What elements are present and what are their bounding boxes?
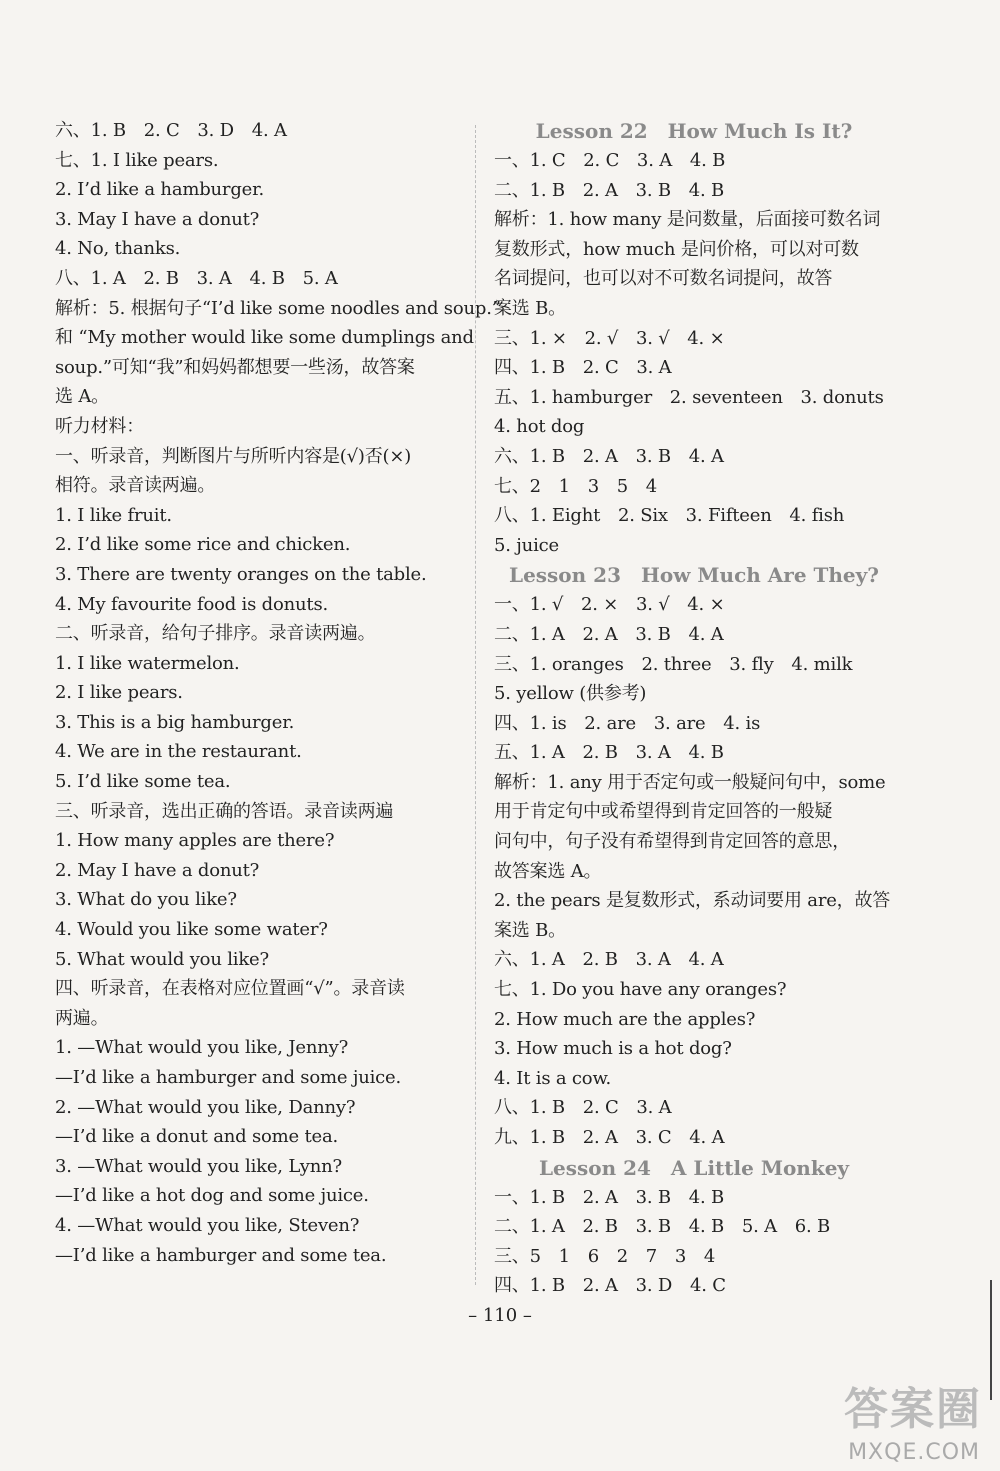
answer-line: 3. This is a big hamburger. xyxy=(55,711,295,733)
answer-line: 六、1. A 2. B 3. A 4. A xyxy=(494,949,724,971)
answer-line: 复数形式，how much 是问价格，可以对可数 xyxy=(494,238,859,260)
watermark-url: MXQE.COM xyxy=(848,1440,980,1465)
answer-line: 5. yellow (供参考) xyxy=(494,683,647,705)
answer-line: 2. —What would you like, Danny? xyxy=(55,1096,356,1118)
answer-line: 1. I like fruit. xyxy=(55,504,172,526)
answer-line: 案选 B。 xyxy=(494,919,566,941)
answer-line: 解析：1. any 用于否定句或一般疑问句中，some xyxy=(494,771,886,793)
answer-line: 2. How much are the apples? xyxy=(494,1008,756,1030)
lesson-heading: Lesson 22 How Much Is It? xyxy=(535,119,853,143)
answer-line: —I’d like a hot dog and some juice. xyxy=(55,1185,369,1207)
page-edge-line xyxy=(990,1280,992,1400)
answer-line: —I’d like a hamburger and some juice. xyxy=(55,1067,402,1088)
lesson-heading: Lesson 23 How Much Are They? xyxy=(509,563,879,588)
answer-line: 用于肯定句中或希望得到肯定回答的一般疑 xyxy=(494,801,833,823)
answer-line: 4. Would you like some water? xyxy=(55,919,328,941)
answer-line: 七、2 1 3 5 4 xyxy=(494,475,658,497)
answer-line: 五、1. A 2. B 3. A 4. B xyxy=(494,742,724,764)
answer-line: 解析：1. how many 是问数量，后面接可数名词 xyxy=(494,209,881,231)
answer-line: 案选 B。 xyxy=(494,297,566,319)
answer-line: 三、听录音，选出正确的答语。录音读两遍 xyxy=(55,800,394,822)
answer-line: 六、1. B 2. A 3. B 4. A xyxy=(494,445,724,467)
answer-line: 六、1. B 2. C 3. D 4. A xyxy=(55,120,287,141)
answer-line: 1. How many apples are there? xyxy=(55,830,335,852)
answer-line: 一、1. √ 2. × 3. √ 4. × xyxy=(494,594,725,616)
answer-line: 4. No, thanks. xyxy=(55,238,181,260)
answer-line: 九、1. B 2. A 3. C 4. A xyxy=(494,1127,725,1148)
answer-line: 1. I like watermelon. xyxy=(55,652,240,674)
answer-line: soup.”可知“我”和妈妈都想要一些汤，故答案 xyxy=(55,356,415,378)
answer-line: 4. hot dog xyxy=(494,416,585,438)
answer-line: 2. May I have a donut? xyxy=(55,859,260,881)
answer-line: 4. My favourite food is donuts. xyxy=(55,593,329,615)
answer-line: 二、1. A 2. B 3. B 4. B 5. A 6. B xyxy=(494,1216,831,1238)
answer-line: 故答案选 A。 xyxy=(494,860,602,882)
answer-line: 名词提问，也可以对不可数名词提问，故答 xyxy=(494,268,833,290)
answer-line: 三、1. × 2. √ 3. √ 4. × xyxy=(494,327,725,349)
answer-line: 三、1. oranges 2. three 3. fly 4. milk xyxy=(494,653,853,675)
answer-line: 一、听录音，判断图片与所听内容是(√)否(×) xyxy=(55,445,412,467)
page-number: – 110 – xyxy=(468,1305,532,1326)
answer-line: 选 A。 xyxy=(55,386,109,408)
answer-line: 相符。录音读两遍。 xyxy=(55,475,216,497)
answer-line: 和 “My mother would like some dumplings and xyxy=(55,327,474,349)
answer-line: 2. I’d like a hamburger. xyxy=(55,179,265,201)
watermark-logo: 答案圈 xyxy=(844,1384,982,1435)
answer-line: 3. —What would you like, Lynn? xyxy=(55,1155,342,1177)
answer-line: 二、1. A 2. A 3. B 4. A xyxy=(494,623,724,645)
answer-line: 2. I like pears. xyxy=(55,682,183,704)
answer-line: 2. the pears 是复数形式，系动词要用 are，故答 xyxy=(494,890,891,912)
answer-line: —I’d like a donut and some tea. xyxy=(55,1126,339,1148)
left-column xyxy=(55,116,501,1270)
answer-line: 5. I’d like some tea. xyxy=(55,771,231,793)
answer-line: 四、1. is 2. are 3. are 4. is xyxy=(494,712,761,734)
answer-line: 八、1. A 2. B 3. A 4. B 5. A xyxy=(55,267,338,289)
answer-line: 3. May I have a donut? xyxy=(55,208,260,230)
answer-line: 4. We are in the restaurant. xyxy=(55,741,302,763)
answer-line: 3. How much is a hot dog? xyxy=(494,1038,732,1060)
answer-line: 二、1. B 2. A 3. B 4. B xyxy=(494,179,725,201)
answer-line: 2. I’d like some rice and chicken. xyxy=(55,534,351,556)
answer-line: 七、1. Do you have any oranges? xyxy=(494,979,787,1001)
answer-line: 两遍。 xyxy=(55,1007,109,1029)
answer-line: 二、听录音，给句子排序。录音读两遍。 xyxy=(55,623,376,645)
answer-line: —I’d like a hamburger and some tea. xyxy=(55,1244,387,1266)
answer-line: 4. —What would you like, Steven? xyxy=(55,1214,360,1236)
answer-line: 三、5 1 6 2 7 3 4 xyxy=(494,1245,716,1267)
answer-line: 一、1. B 2. A 3. B 4. B xyxy=(494,1186,725,1208)
answer-line: 四、听录音，在表格对应位置画“√”。录音读 xyxy=(55,978,405,1000)
answer-line: 四、1. B 2. C 3. A xyxy=(494,357,672,379)
answer-line: 一、1. C 2. C 3. A 4. B xyxy=(494,150,726,171)
right-column xyxy=(494,116,894,1301)
answer-line: 四、1. B 2. A 3. D 4. C xyxy=(494,1275,726,1297)
answer-line: 5. What would you like? xyxy=(55,948,269,970)
answer-line: 3. There are twenty oranges on the table. xyxy=(55,563,427,585)
answer-line: 问句中，句子没有希望得到肯定回答的意思， xyxy=(494,831,850,853)
answer-line: 听力材料： xyxy=(55,415,144,437)
answer-line: 3. What do you like? xyxy=(55,889,237,911)
answer-line: 4. It is a cow. xyxy=(494,1067,612,1089)
answer-line: 5. juice xyxy=(494,534,559,556)
answer-line: 七、1. I like pears. xyxy=(55,149,219,171)
lesson-heading: Lesson 24 A Little Monkey xyxy=(538,1155,850,1180)
answer-line: 解析：5. 根据句子“I’d like some noodles and soup.” xyxy=(55,297,501,319)
column-divider xyxy=(475,125,476,1285)
answer-line: 五、1. hamburger 2. seventeen 3. donuts xyxy=(494,386,884,408)
answer-line: 八、1. Eight 2. Six 3. Fifteen 4. fish xyxy=(494,505,845,527)
answer-line: 八、1. B 2. C 3. A xyxy=(494,1097,672,1119)
answer-line: 1. —What would you like, Jenny? xyxy=(55,1037,349,1059)
